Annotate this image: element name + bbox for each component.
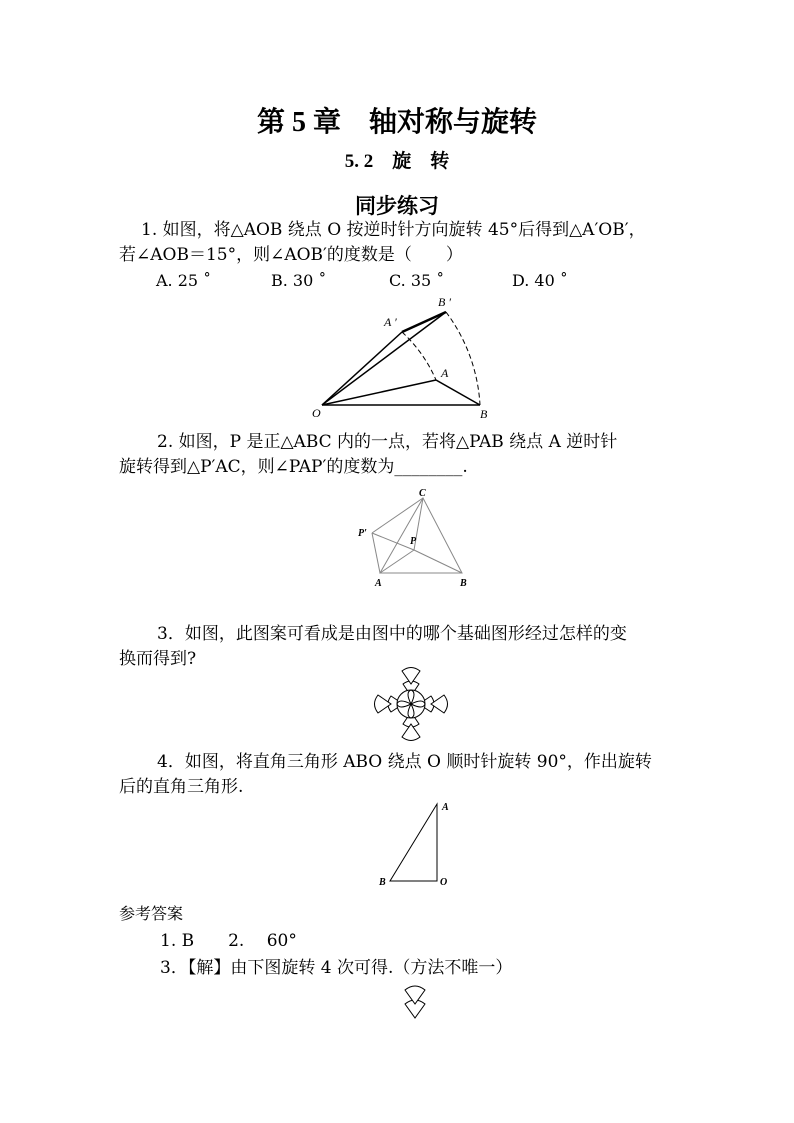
q2-label-p: P <box>410 536 417 547</box>
answers-line-1: 1. B 2. 60° <box>160 931 297 951</box>
q4-label-a: A <box>442 802 449 813</box>
q1-option-a: A. 25 ˚ <box>156 271 212 290</box>
q1-label-a-prime: A ′ <box>384 315 397 329</box>
q1-line-2: 若∠AOB＝15°，则∠AOB′的度数是（ ） <box>119 245 463 265</box>
answers-line-2: 3．【解】由下图旋转 4 次可得.（方法不唯一） <box>160 958 513 978</box>
q3-line-2: 换而得到? <box>119 649 197 669</box>
q4-label-o: O <box>440 877 448 888</box>
chapter-title: 第 5 章 轴对称与旋转 <box>256 107 537 138</box>
q4-label-b: B <box>379 877 386 888</box>
q2-label-a: A <box>375 578 382 589</box>
q3-pattern-figure <box>371 664 461 754</box>
q1-figure <box>300 292 510 422</box>
q1-option-b: B. 30 ˚ <box>271 271 327 290</box>
section-title: 5. 2 旋 转 <box>344 151 450 172</box>
answer-base-shape-figure <box>395 978 435 1023</box>
q1-label-o: O <box>312 406 321 420</box>
q1-option-d: D. 40 ˚ <box>512 271 568 290</box>
q2-label-c: C <box>419 488 426 499</box>
q2-figure <box>350 484 480 594</box>
q2-line-1: 2. 如图，P 是正△ABC 内的一点，若将△PAB 绕点 A 逆时针 <box>157 432 618 452</box>
q1-line-1: 1. 如图，将△AOB 绕点 O 按逆时针方向旋转 45°后得到△A′OB′， <box>141 220 646 240</box>
q4-figure <box>372 796 462 891</box>
q2-label-b: B <box>460 578 467 589</box>
q1-label-b: B <box>480 407 488 421</box>
q4-line-2: 后的直角三角形. <box>119 777 244 797</box>
q3-line-1: 3．如图，此图案可看成是由图中的哪个基础图形经过怎样的变 <box>157 624 627 644</box>
answers-title: 参考答案 <box>119 904 184 923</box>
q1-label-b-prime: B ′ <box>438 295 451 309</box>
exercise-heading: 同步练习 <box>355 193 439 218</box>
q2-label-p-prime: P′ <box>358 528 367 539</box>
q2-line-2: 旋转得到△P′AC，则∠PAP′的度数为________. <box>119 457 468 477</box>
q1-label-a: A <box>441 366 449 380</box>
q1-option-c: C. 35 ˚ <box>389 271 445 290</box>
q4-line-1: 4．如图，将直角三角形 ABO 绕点 O 顺时针旋转 90°，作出旋转 <box>157 752 652 772</box>
